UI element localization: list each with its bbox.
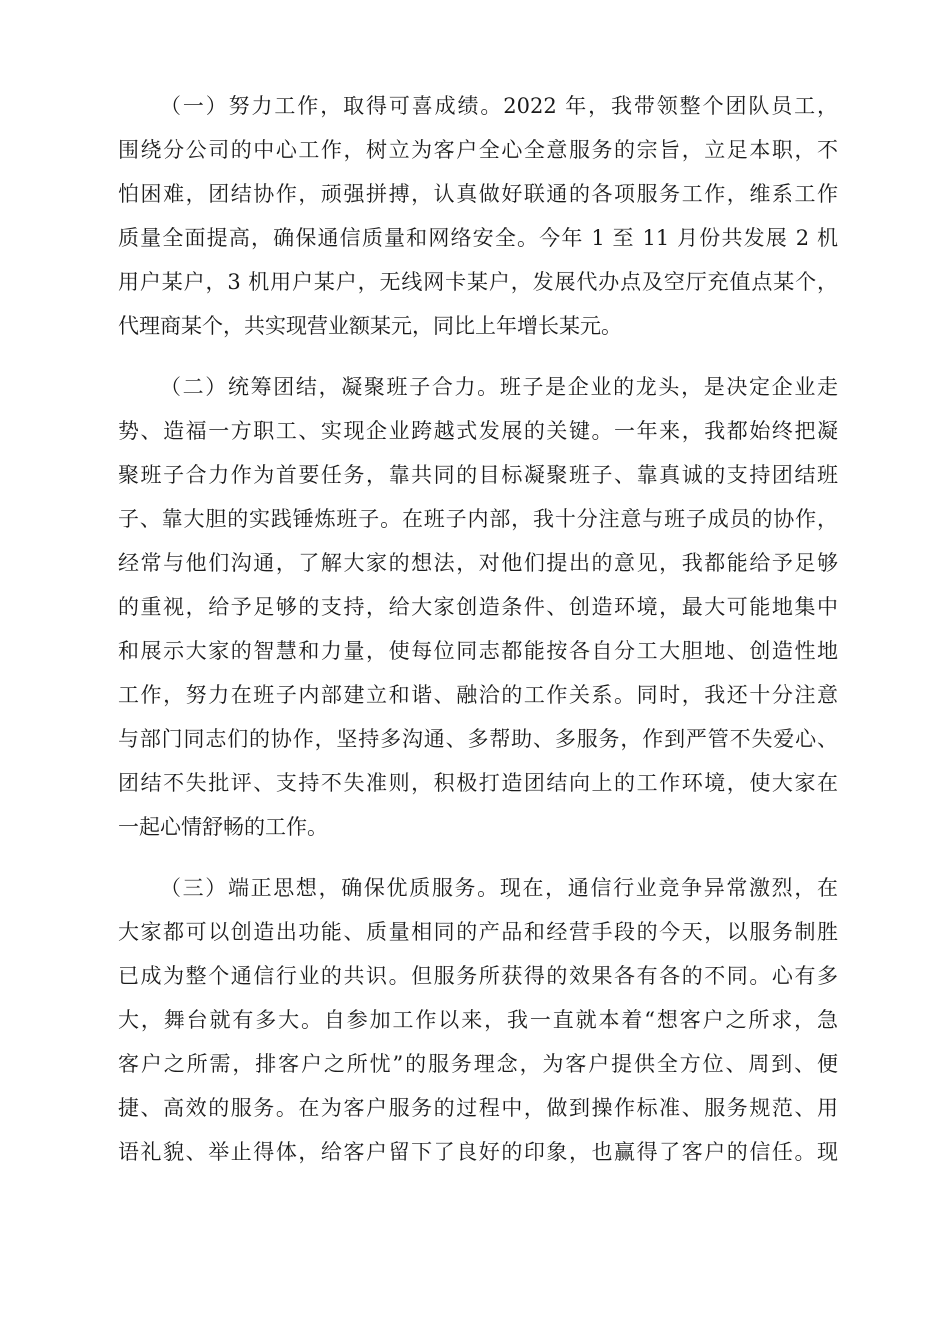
- text-line: 已成为整个通信行业的共识。但服务所获得的效果各有各的不同。心有多: [118, 964, 838, 988]
- text-line: 质量全面提高，确保通信质量和网络安全。今年 1 至 11 月份共发展 2 机: [118, 226, 838, 250]
- text-line: （三）端正思想，确保优质服务。现在，通信行业竞争异常激烈，在: [160, 876, 838, 900]
- text-line: 一起心情舒畅的工作。: [118, 815, 328, 839]
- text-line: 势、造福一方职工、实现企业跨越式发展的关键。一年来，我都始终把凝: [118, 419, 838, 443]
- text-line: （一）努力工作，取得可喜成绩。2022 年，我带领整个团队员工，: [160, 94, 838, 118]
- text-line: 大，舞台就有多大。自参加工作以来，我一直就本着“想客户之所求，急: [118, 1008, 838, 1032]
- text-line: 经常与他们沟通，了解大家的想法，对他们提出的意见，我都能给予足够: [118, 551, 838, 575]
- text-line: 大家都可以创造出功能、质量相同的产品和经营手段的今天，以服务制胜: [118, 920, 838, 944]
- text-line: （二）统筹团结，凝聚班子合力。班子是企业的龙头，是决定企业走: [160, 375, 838, 399]
- text-line: 捷、高效的服务。在为客户服务的过程中，做到操作标准、服务规范、用: [118, 1096, 838, 1120]
- text-line: 语礼貌、举止得体，给客户留下了良好的印象，也赢得了客户的信任。现: [118, 1140, 838, 1164]
- text-line: 用户某户，3 机用户某户，无线网卡某户，发展代办点及空厅充值点某个，: [118, 270, 838, 294]
- text-line: 代理商某个，共实现营业额某元，同比上年增长某元。: [118, 314, 622, 338]
- text-line: 团结不失批评、支持不失准则，积极打造团结向上的工作环境，使大家在: [118, 771, 838, 795]
- text-line: 与部门同志们的协作，坚持多沟通、多帮助、多服务，作到严管不失爱心、: [118, 727, 838, 751]
- text-line: 的重视，给予足够的支持，给大家创造条件、创造环境，最大可能地集中: [118, 595, 838, 619]
- text-line: 客户之所需，排客户之所忧”的服务理念，为客户提供全方位、周到、便: [118, 1052, 838, 1076]
- text-line: 和展示大家的智慧和力量，使每位同志都能按各自分工大胆地、创造性地: [118, 639, 838, 663]
- text-line: 工作，努力在班子内部建立和谐、融洽的工作关系。同时，我还十分注意: [118, 683, 838, 707]
- text-line: 怕困难，团结协作，顽强拼搏，认真做好联通的各项服务工作，维系工作: [118, 182, 838, 206]
- text-line: 聚班子合力作为首要任务，靠共同的目标凝聚班子、靠真诚的支持团结班: [118, 463, 838, 487]
- text-line: 子、靠大胆的实践锤炼班子。在班子内部，我十分注意与班子成员的协作，: [118, 507, 838, 531]
- text-line: 围绕分公司的中心工作，树立为客户全心全意服务的宗旨，立足本职，不: [118, 138, 838, 162]
